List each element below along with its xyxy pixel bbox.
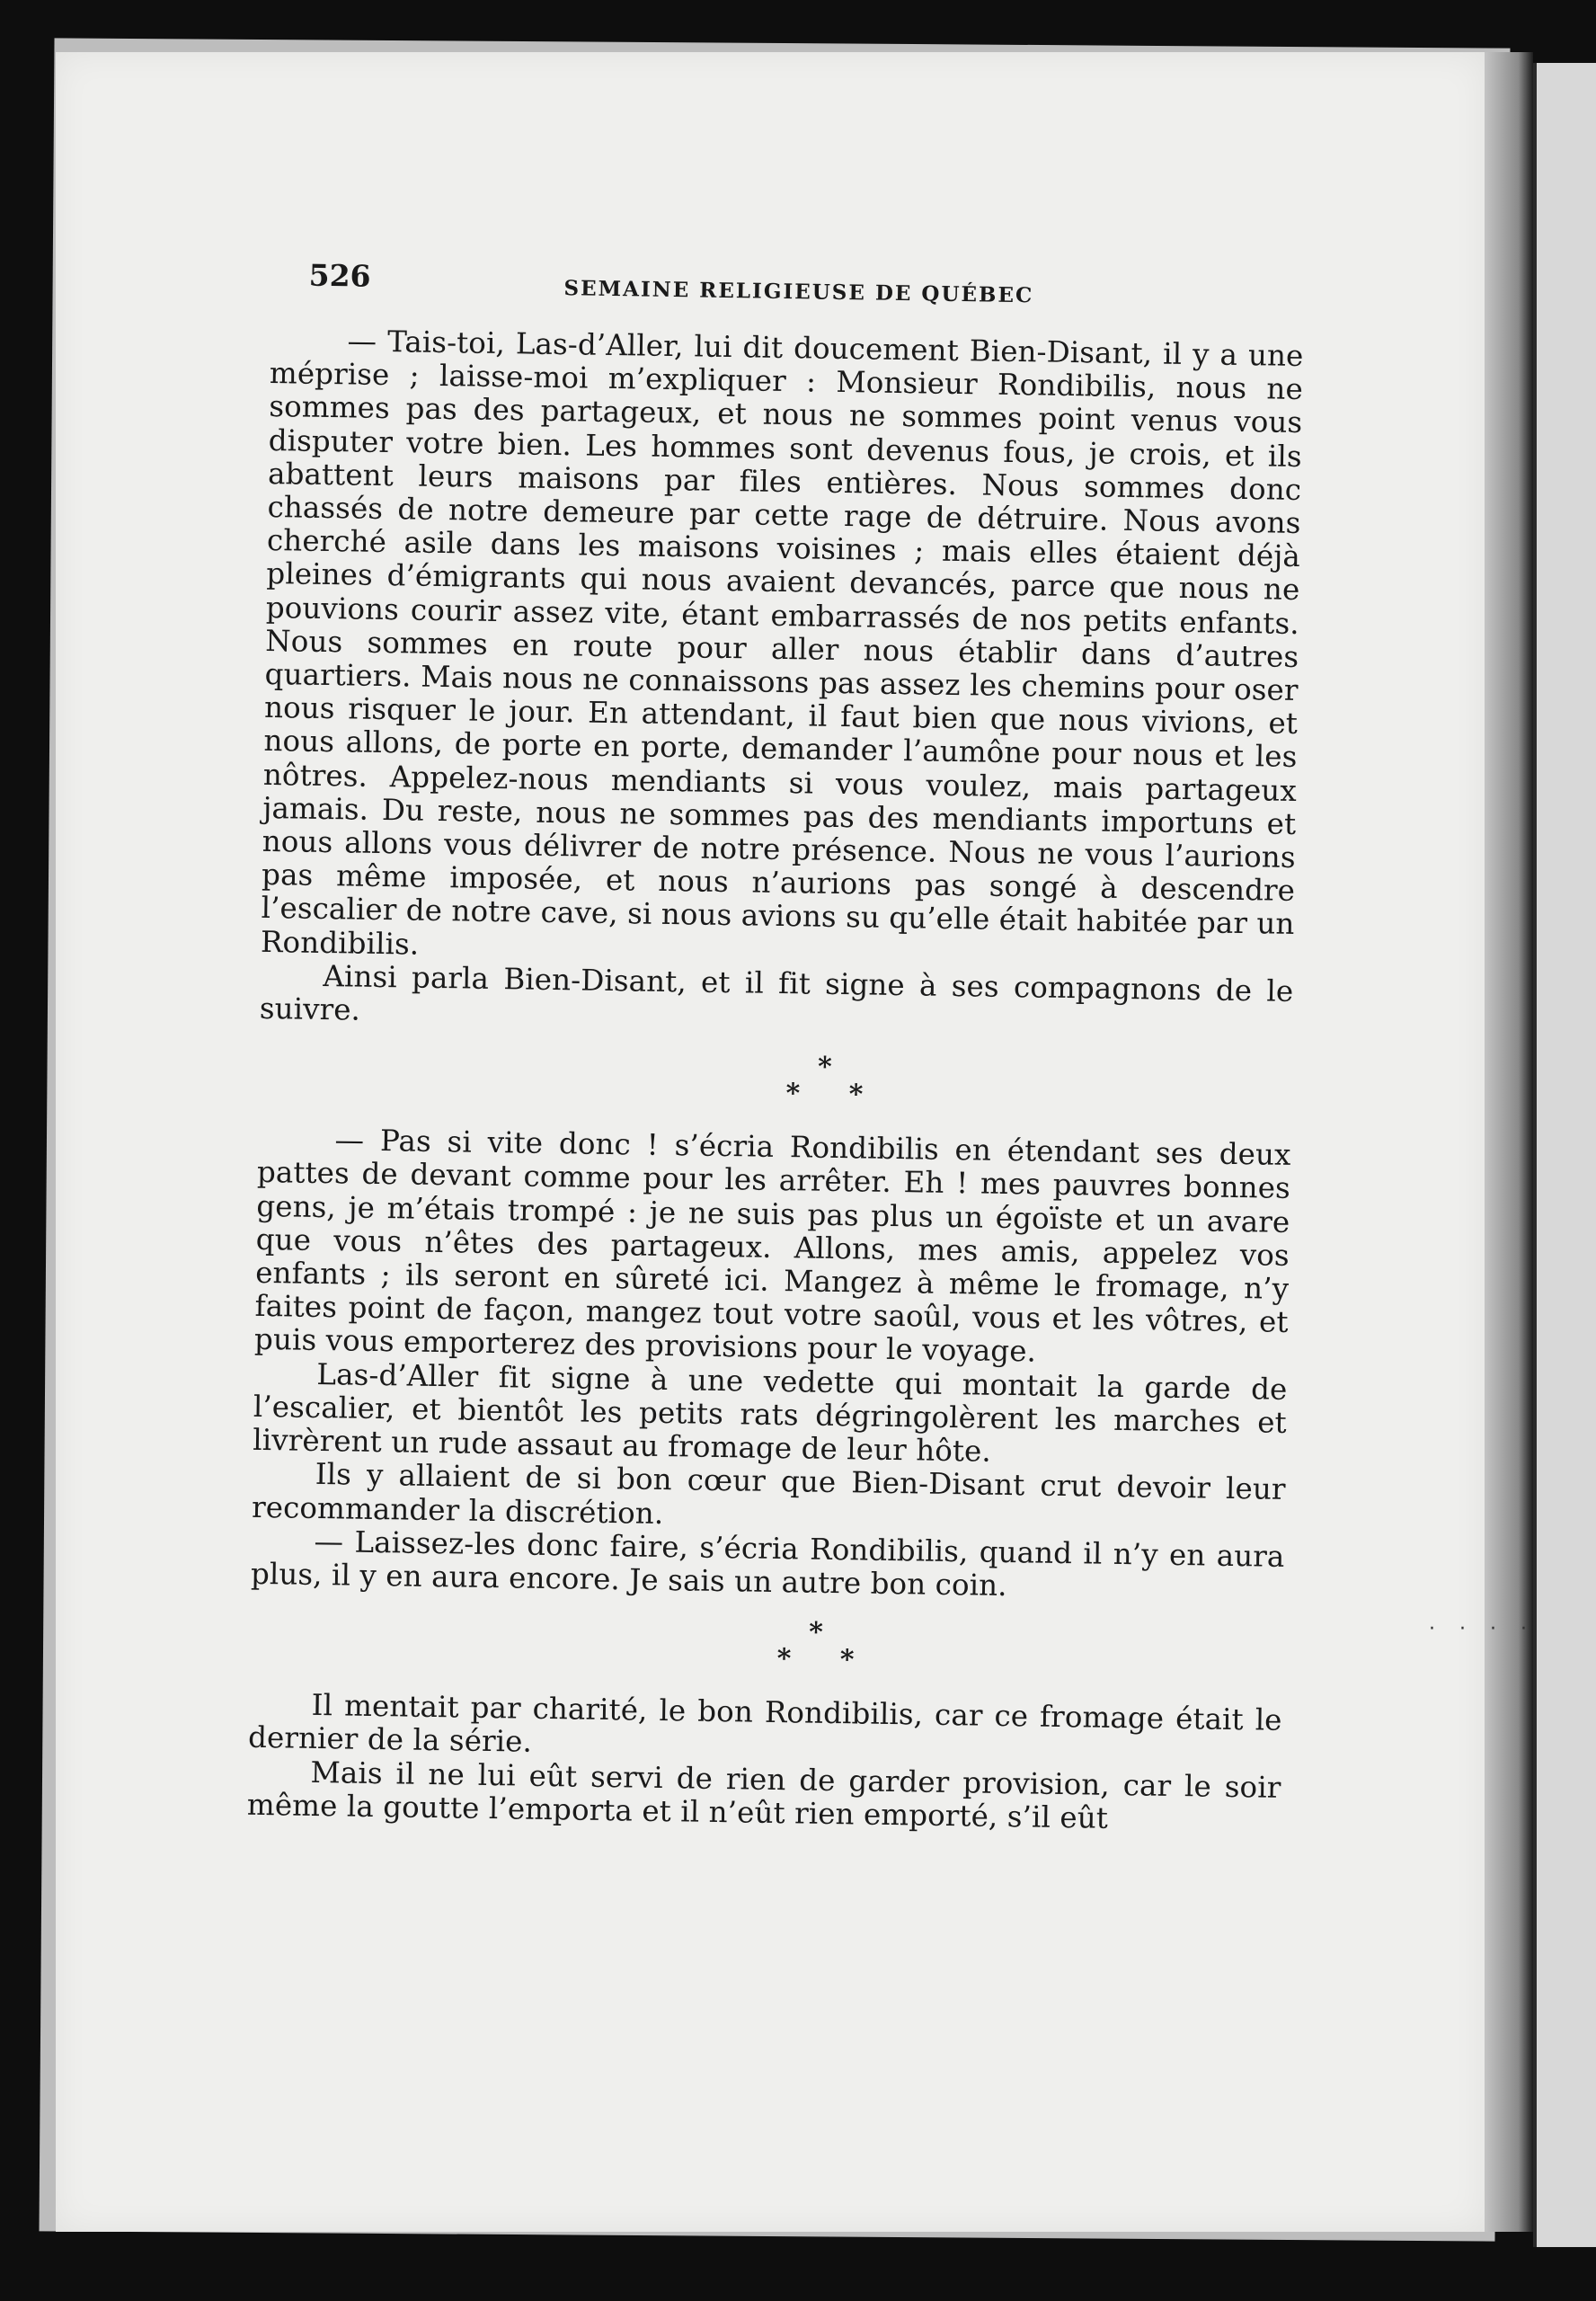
- body-text: [247, 324, 1304, 1838]
- book-gutter: [1485, 52, 1533, 2232]
- asterism-bottom: * *: [785, 1078, 883, 1112]
- paragraph: Mais il ne lui eût servi de rien de garder provision, car le soir même la goutte l’emporta et il n’eût rien emporté, s’il eût: [246, 1755, 1281, 1835]
- paragraph: Ils y allaient de si bon cœur que Bien-Disant crut devoir leur recommander la discrétion.: [251, 1457, 1286, 1531]
- paragraph: Ainsi parla Bien-Disant, et il fit signe à ses compagnons de le suivre.: [259, 958, 1294, 1027]
- paragraph: — Tais-toi, Las-d’Aller, lui dit doucement Bien-Disant, il y a une méprise ; laisse-moi m’expliquer : Monsieur Rondibilis, nous ne sommes pas des partageux, et nous ne sommes point venus vous disputer votre bien. Les hommes sont devenus fous, je crois, et ils abattent leurs maisons par files entières. Nous sommes donc chassés de notre demeure par cette rage de détruire. Nous avons cherché asile dans les maisons voisines ; mais elles étaient déjà pleines d’émigrants qui nous avaient devancés, parce que nous ne pouvions courir assez vite, étant embarrassés de nos petits enfants. Nous sommes en route pour aller nous établir dans d’autres quartiers. Mais nous ne connaissons pas assez les chemins pour oser nous risquer le jour. En attendant, il faut bien que nous vivions, et nous allons, de porte en porte, demander l’aumône pour nous et les nôtres. Appelez-nous mendiants si vous voulez, mais partageux jamais. Du reste, nous ne sommes pas des mendiants importuns et nous allons vous délivrer de notre présence. Nous ne vous l’aurions pas même imposée, et nous n’aurions pas songé à descendre l’escalier de notre cave, si nous avions su qu’elle était habitée par un Rondibilis.: [260, 324, 1304, 962]
- page-content: [247, 257, 1305, 1838]
- paragraph: — Laissez-les donc faire, s’écria Rondibilis, quand il n’y en aura plus, il y en aura encore. Je sais un autre bon coin.: [250, 1524, 1285, 1603]
- section-break: [348, 1612, 1283, 1681]
- journal-title: SEMAINE RELIGIEUSE DE QUÉBEC: [563, 276, 1034, 308]
- section-break: [357, 1047, 1292, 1115]
- asterism-top: *: [808, 1616, 824, 1648]
- paragraph: Las-d’Aller fit signe à une vedette qui montait la garde de l’escalier, et bientôt les petits rats dégringolèrent les marches et livrèrent un rude assaut au fromage de leur hôte.: [253, 1356, 1288, 1469]
- page-number: 526: [308, 257, 371, 294]
- margin-specks: · · · ·: [1429, 1618, 1536, 1640]
- asterism-bottom: * *: [776, 1643, 874, 1676]
- facing-page-edge: [1533, 63, 1596, 2247]
- asterism-top: *: [817, 1051, 833, 1084]
- paragraph: — Pas si vite donc ! s’écria Rondibilis en étendant ses deux pattes de devant comme pour les arrêter. Eh ! mes pauvres bonnes gens, je m’étais trompé : je ne suis pas plus un égoïste et un avare que vous n’êtes des partageux. Allons, mes amis, appelez vos enfants ; ils seront en sûreté ici. Mangez à même le fromage, n’y faites point de façon, mangez tout votre saoûl, vous et les vôtres, et puis vous emporterez des provisions pour le voyage.: [253, 1123, 1291, 1369]
- paragraph: Il mentait par charité, le bon Rondibilis, car ce fromage était le dernier de la série.: [247, 1688, 1282, 1760]
